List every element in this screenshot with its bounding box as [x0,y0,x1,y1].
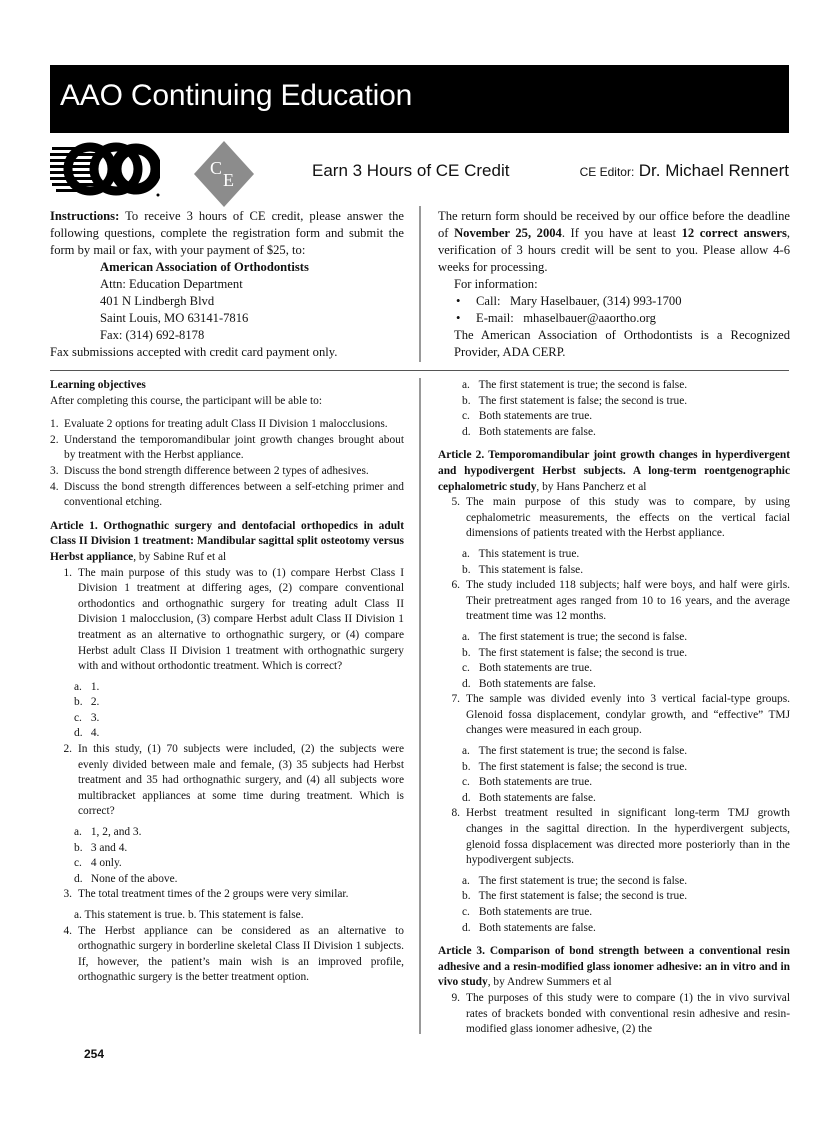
answer-option[interactable]: a. 1. [74,680,100,693]
address-attn: Attn: Education Department [100,277,243,291]
svg-text:E: E [223,170,234,190]
for-info-label: For information: [454,277,538,291]
answer-option[interactable]: d. Both statements are false. [462,921,596,934]
ce-editor-label: CE Editor: [579,165,635,179]
svg-text:C: C [210,158,223,178]
question-8: 8. Herbst treatment resulted in significant long-term TMJ growth changes in the sagittal direction. In the hyperdivergent subjects, glenoid fossa displacement was directed more posteriorly than in the hypodivergent subjects. [451,807,790,867]
answer-option[interactable]: a. This statement is true. [462,547,580,560]
page-number: 254 [84,1047,105,1061]
earn-credit-heading: Earn 3 Hours of CE Credit [312,161,510,180]
answer-option[interactable]: c. Both statements are true. [462,410,593,423]
banner-title: AAO Continuing Education [60,79,413,112]
contact-email: • E-mail: mhaselbauer@aaortho.org [456,311,656,325]
answer-option[interactable]: d. None of the above. [74,872,178,885]
answer-option[interactable]: b. 2. [74,696,100,709]
section-divider [50,370,789,371]
article-1-heading: Article 1. Orthognathic surgery and dentofacial orthopedics in adult Class II Division 1 treatment: Mandibular sagittal split osteotomy versus Herbst appliance, by Sabine Ruf et al [50,519,404,563]
address-street: 401 N Lindbergh Blvd [100,294,215,308]
fax-note: Fax submissions accepted with credit card payment only. [50,345,338,359]
ce-diamond-logo-icon [193,140,255,208]
answer-option[interactable]: d. Both statements are false. [462,425,596,438]
column-divider-body [419,378,421,1034]
question-5: 5. The main purpose of this study was to compare, by using cephalometric measurements, the effects on the vertical facial dimensions of patients treated with the Herbst appliance. [451,496,790,540]
answer-option[interactable]: a. The first statement is true; the second is false. [462,874,688,887]
contact-phone: Mary Haselbauer, (314) 993-1700 [509,294,682,308]
article-2-heading: Article 2. Temporomandibular joint growth changes in hyperdivergent and hypodivergent Herbst subjects. A long-term roentgenographic cephalometric study, by Hans Pancherz et al [438,449,790,493]
answer-options-inline[interactable]: a. This statement is true. b. This statement is false. [74,909,304,921]
deadline: November 25, 2004 [454,226,562,240]
answer-option[interactable]: c. 4 only. [74,857,122,870]
answer-option[interactable]: a. The first statement is true; the second is false. [462,630,688,643]
answer-option[interactable]: c. Both statements are true. [462,906,593,918]
ce-editor [580,161,789,181]
return-info-block: The return form should be received by our office before the deadline of November 25, 2004. If you have at least 12 correct answers, verification of 3 hours credit will be sent to you. Please allow 4-6 weeks for processing. For information: • Call: Mary Haselbauer, (314) 993-1700 • E-mail: mhaselbauer@aaortho.org The American Association of Orthodontists is a Recognized Provider, ADA CERP. [438,209,791,359]
answer-option[interactable]: d. 4. [74,727,100,740]
left-column [50,378,404,986]
question-7: 7. The sample was divided evenly into 3 vertical facial-type groups. Glenoid fossa displacement, condylar growth, and “effective” TMJ changes were measured in each group. [451,693,790,737]
question-6: 6. The study included 118 subjects; half were boys, and half were girls. Their pretreatment ages ranged from 10 to 16 years, and the average treatment time was 12 months. [451,579,790,623]
provider-note: The American Association of Orthodontists is a Recognized Provider, ADA CERP. [454,328,790,359]
contact-email-address[interactable]: mhaselbauer@aaortho.org [523,311,656,325]
right-column [438,378,790,1038]
address-org: American Association of Orthodontists [100,260,309,274]
instructions-block [50,208,404,361]
answer-option[interactable]: b. The first statement is false; the second is true. [462,760,688,773]
instructions-label: Instructions: [50,209,120,223]
question-3: 3. The total treatment times of the 2 groups were very similar. [63,888,349,901]
header-banner [50,65,789,133]
objective-item: 2. Understand the temporomandibular joint growth changes brought about by treatment with the Herbst appliance. [50,433,404,462]
answer-option[interactable]: b. The first statement is false; the second is true. [462,646,688,659]
address-city: Saint Louis, MO 63141-7816 [100,311,249,325]
answer-option[interactable]: a. 1, 2, and 3. [74,826,142,839]
answer-option[interactable]: a. The first statement is true; the second is false. [462,379,688,391]
objective-item: 4. Discuss the bond strength differences between a self-etching primer and conventional etching. [50,480,404,509]
answer-option[interactable]: b. This statement is false. [462,563,584,576]
question-4: 4. The Herbst appliance can be considered as an alternative to orthognathic surgery in borderline skeletal Class II Division 1 subjects. If, however, the patient’s main wish is an improved profile, orthognathic surgery is the better treatment option. [63,924,404,984]
answer-option[interactable]: d. Both statements are false. [462,677,596,690]
answer-option[interactable]: c. Both statements are true. [462,776,593,789]
learning-objectives-heading: Learning objectives [50,379,146,391]
answer-option[interactable]: b. The first statement is false; the second is true. [462,394,688,407]
ce-editor-name: Dr. Michael Rennert [638,161,789,180]
objective-item: 1. Evaluate 2 options for treating adult Class II Division 1 malocclusions. [50,418,388,431]
min-correct: 12 correct answers [681,226,787,240]
question-9: 9. The purposes of this study were to compare (1) the in vivo survival rates of brackets bonded with conventional resin adhesive and resin-modified glass ionomer adhesive, (2) the [451,991,790,1036]
answer-option[interactable]: b. 3 and 4. [74,841,128,854]
answer-option[interactable]: a. The first statement is true; the second is false. [462,745,688,758]
article-3-heading: Article 3. Comparison of bond strength between a conventional resin adhesive and a resin-modified glass ionomer adhesive: an in vitro and in vivo study, by Andrew Summers et al [438,945,790,989]
address-fax: Fax: (314) 692-8178 [100,328,205,342]
answer-option[interactable]: c. Both statements are true. [462,662,593,675]
answer-option[interactable]: c. 3. [74,711,100,724]
column-divider-top [419,206,421,362]
objective-item: 3. Discuss the bond strength difference between 2 types of adhesives. [50,464,369,477]
question-2: 2. In this study, (1) 70 subjects were included, (2) the subjects were evenly divided between male and female, (3) 35 subjects had Herbst treatment and 35 had orthognathic surgery, and (4) all subjects wore multibracket appliances at some time during treatment. Which is correct? [63,743,404,818]
answer-option[interactable]: b. The first statement is false; the second is true. [462,890,688,903]
aao-logo-icon [50,141,160,199]
answer-option[interactable]: d. Both statements are false. [462,791,596,804]
contact-call: • Call: Mary Haselbauer, (314) 993-1700 [456,294,682,308]
learning-objectives-intro: After completing this course, the participant will be able to: [50,394,323,407]
question-1: 1. The main purpose of this study was to (1) compare Herbst Class I Division 1 treatment at differing ages, (2) compare conventional orthodontics and orthognathic surgery for treating adult Class II Division 1 malocclusion, (3) compare Herbst adult Class II Division 1 treatment as an alternative to orthognathic surgery, or (4) compare Herbst adult Class II Division 1 treatment with orthognathic surgery with and without orthodontic treatment. Which is correct? [63,566,404,673]
instructions-text: To receive 3 hours of CE credit, please answer the following questions, complete the registration form and submit the form by mail or fax, with your payment of $25, to: [50,209,404,257]
